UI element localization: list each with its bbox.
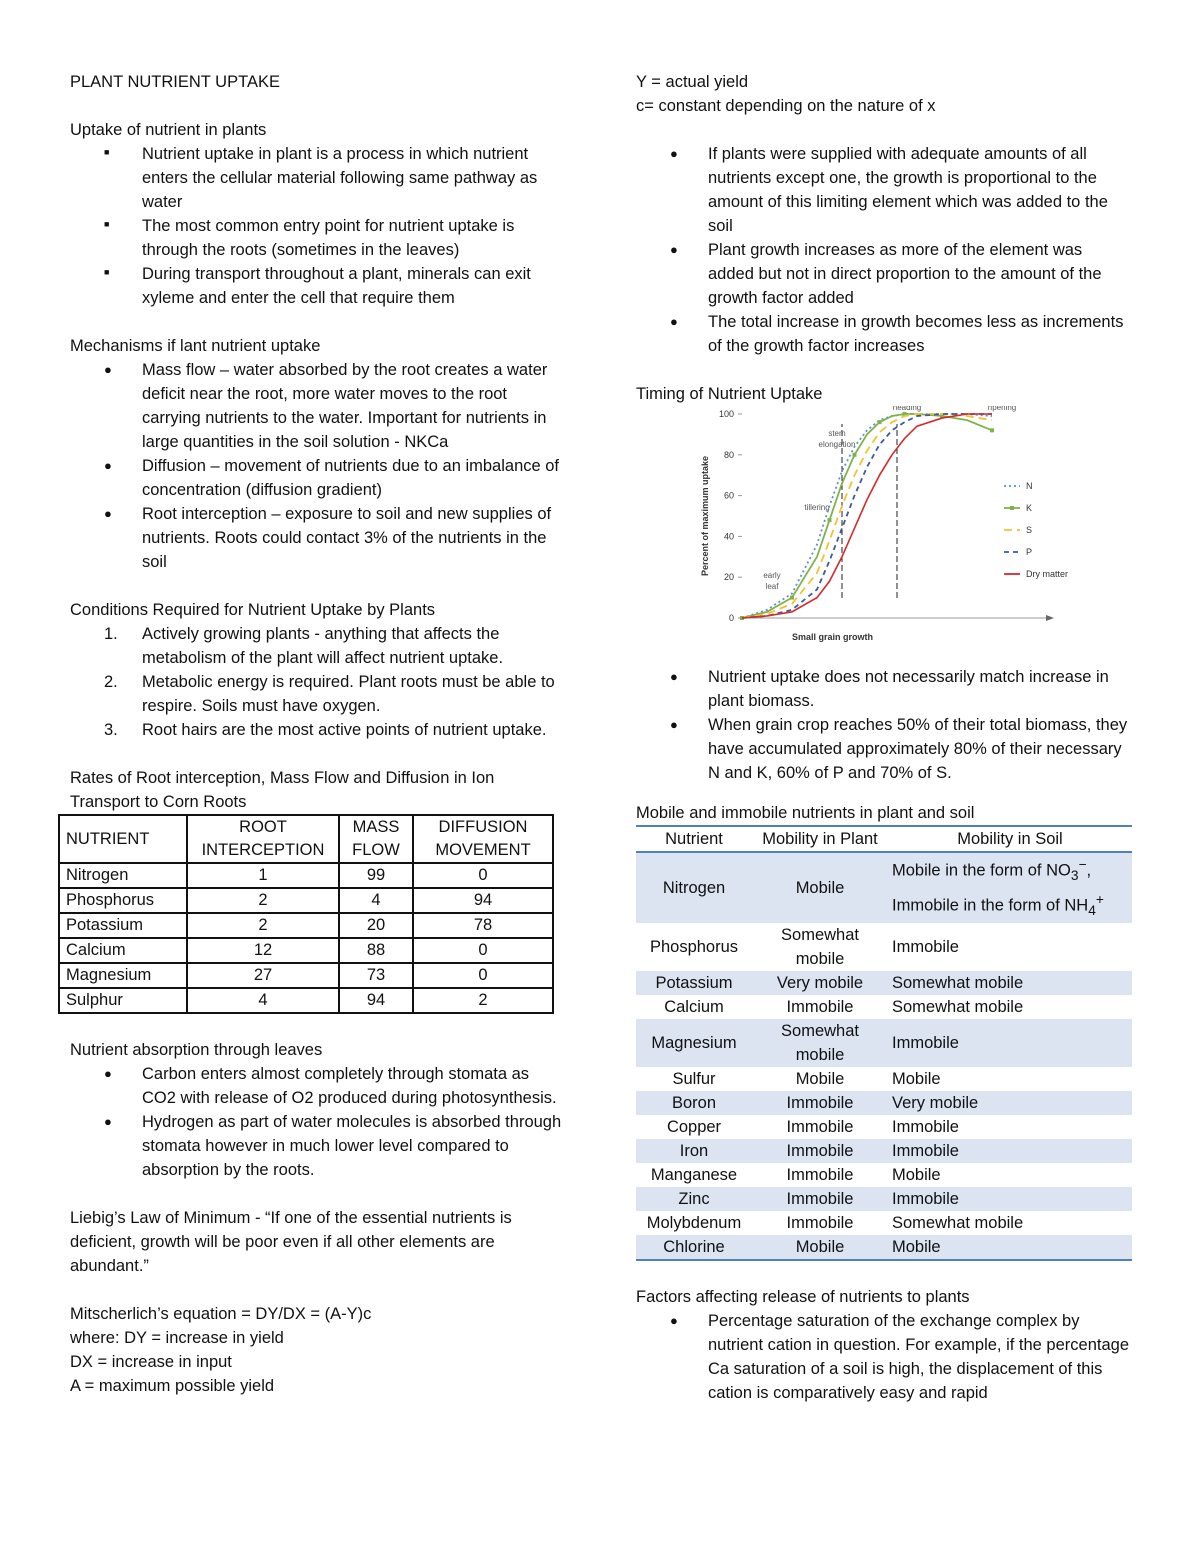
timing-list [636,665,1132,785]
legend-marker [1010,506,1014,510]
table-row [59,863,553,888]
table-cell: Potassium [59,913,187,938]
page-title: PLANT NUTRIENT UPTAKE [70,73,280,91]
list-item: ● Mass flow – water absorbed by the root creates a water deficit near the root, more water moves to the root carrying nutrients to the water. Important for nutrients in large quantities in the soil solution - NKCa [104,361,548,451]
table-row [636,923,1132,971]
series-point [878,420,882,424]
list-item: ■ During transport throughout a plant, minerals can exit xyleme and enter the cell that require them [104,265,531,307]
table-header-row [636,826,1132,852]
column-header: NUTRIENT [59,815,187,863]
table-cell: Iron [636,1139,752,1163]
table-cell: Immobile [892,1117,959,1136]
table-cell: Mobile [752,1235,888,1260]
mitscherlich-line: DX = increase in input [70,1353,232,1371]
law-list [636,142,1132,358]
right-column [636,70,1132,1405]
table-row [636,1115,1132,1139]
table-cell: 0 [413,963,553,988]
table-cell: Very mobile [752,971,888,995]
table-cell: Immobile [888,1139,1132,1163]
table-cell: Very mobile [888,1091,1132,1115]
uptake-list [70,142,565,310]
table-cell: 2 [187,913,339,938]
series-line-dry-matter [742,414,992,618]
table-row [59,913,553,938]
list-item: ■ Nutrient uptake in plant is a process in which nutrient enters the cellular material following same pathway as water [104,145,538,211]
y-axis-label: Percent of maximum uptake [700,455,710,577]
table-cell: Chlorine [636,1235,752,1260]
legend-label: K [1026,503,1033,513]
series-point [828,518,832,522]
list-item: ● When grain crop reaches 50% of their total biomass, they have accumulated approximately 80% of their necessary N and K, 60% of P and 70% of S. [670,716,1128,782]
series-point [853,453,857,457]
table-row [636,1067,1132,1091]
list-item: ● Carbon enters almost completely through stomata as CO2 with release of O2 produced during photosynthesis. [104,1065,557,1107]
mobility-table [636,825,1132,1261]
series-point [790,596,794,600]
column-header: Nutrient [636,826,752,852]
table-row [636,1211,1132,1235]
table-cell: Immobile [752,1091,888,1115]
y-tick-label: 100 [718,409,734,419]
list-item: 2. Metabolic energy is required. Plant roots must be able to respire. Soils must have oxygen. [104,673,555,715]
y-tick-label: 0 [728,613,734,623]
table-row [636,1163,1132,1187]
table-cell: 4 [339,888,413,913]
table-cell: 78 [413,913,553,938]
table-cell: 27 [187,963,339,988]
stage-label: ripening [987,406,1017,412]
table-cell: 88 [339,938,413,963]
table-cell: Calcium [59,938,187,963]
mobile-heading: Mobile and immobile nutrients in plant and soil [636,804,975,822]
list-item: ● Hydrogen as part of water molecules is absorbed through stomata however in much lower level compared to absorption by the roots. [104,1113,562,1179]
stage-label: early leaf [763,571,781,591]
list-item: ● Percentage saturation of the exchange complex by nutrient cation in question. For example, if the percentage Ca saturation of a soil is high, the displacement of this cation is comparatively easy and rapid [670,1311,1129,1402]
stage-label: heading [892,406,922,412]
table-cell: 0 [413,863,553,888]
stage-label: stem elongation [818,429,856,449]
y-tick-label: 60 [723,490,734,501]
table-cell: Zinc [636,1187,752,1211]
left-column [66,70,565,1398]
table-cell: 12 [187,938,339,963]
series-line-s [742,414,992,618]
legend-label: S [1026,525,1033,535]
table-cell: Mobile [892,1165,941,1184]
list-item: ■ The most common entry point for nutrient uptake is through the roots (sometimes in the leaves) [104,217,515,259]
table-cell: 73 [339,963,413,988]
table-row [636,971,1132,995]
mechanisms-list [70,358,565,574]
table-cell: Somewhat mobile [888,971,1132,995]
table-cell: 0 [413,938,553,963]
column-header: Mobility in Plant [752,826,888,852]
mitscherlich-line: Mitscherlich’s equation = DY/DX = (A-Y)c [70,1305,372,1323]
table-row [636,852,1132,923]
mitscherlich-line: where: DY = increase in yield [70,1329,284,1347]
table-cell: Somewhat mobile [892,1213,1024,1232]
table-cell: Calcium [664,997,724,1016]
list-item: ● Root interception – exposure to soil and new supplies of nutrients. Roots could contact 3% of the nutrients in the soil [104,505,552,571]
table-cell: 4 [187,988,339,1013]
rates-table [58,814,554,1014]
table-row [59,963,553,988]
list-item: ● The total increase in growth becomes less as increments of the growth factor increases [670,313,1124,355]
table-cell: Nitrogen [636,852,752,923]
table-cell: Sulfur [672,1069,716,1088]
table-cell: 2 [413,988,553,1013]
table-cell: Mobile [752,852,888,923]
table-row [636,1019,1132,1067]
table-cell: Immobile [888,1019,1132,1067]
table-row [59,988,553,1013]
table-cell: Phosphorus [649,937,739,956]
table-cell: Mobile [795,1069,845,1088]
table-cell: Somewhat mobile [781,925,859,968]
table-cell: Immobile [888,1187,1132,1211]
table-cell: 99 [339,863,413,888]
table-cell: Sulphur [59,988,187,1013]
table-cell: Mobile in the form of $NO_3^-$, Immobile in the form of $NH_4^+$ [888,852,1132,923]
table-cell: Mobile [892,1069,941,1088]
table-cell: Nitrogen [59,863,187,888]
table-cell: Somewhat mobile [892,997,1024,1016]
factors-list [636,1309,1132,1405]
timing-heading: Timing of Nutrient Uptake [636,385,823,403]
y-tick-label: 80 [723,449,734,460]
uptake-chart [696,406,1132,665]
table-cell: Immobile [752,1139,888,1163]
table-row [59,888,553,913]
table-cell: Immobile [752,1187,888,1211]
table-cell: Potassium [636,971,752,995]
conditions-list [70,622,565,742]
table-cell: 94 [413,888,553,913]
stage-label: tillering [804,503,830,512]
equation-line: c= constant depending on the nature of x [636,97,936,115]
table-cell: Manganese [650,1165,738,1184]
mitscherlich-line: A = maximum possible yield [70,1377,275,1395]
list-item: ● Plant growth increases as more of the element was added but not in direct proportion to the amount of the growth factor added [670,241,1102,307]
table-cell: Immobile [786,1165,854,1184]
equation-line: Y = actual yield [636,73,749,91]
list-item: 1. Actively growing plants - anything that affects the metabolism of the plant will affect nutrient uptake. [104,625,504,667]
y-tick-label: 40 [723,531,734,542]
mechanisms-heading: Mechanisms if lant nutrient uptake [70,337,321,355]
factors-heading: Factors affecting release of nutrients to plants [636,1287,970,1306]
leaves-list [70,1062,565,1182]
table-cell: Molybdenum [646,1213,742,1232]
table-cell: Magnesium [636,1019,752,1067]
rates-heading: Rates of Root interception, Mass Flow and Diffusion in Ion Transport to Corn Roots [70,769,495,811]
list-item: ● If plants were supplied with adequate amounts of all nutrients except one, the growth is proportional to the amount of this limiting element which was added to the soil [670,145,1108,235]
list-item: ● Diffusion – movement of nutrients due to an imbalance of concentration (diffusion gradient) [104,457,560,499]
conditions-heading: Conditions Required for Nutrient Uptake by Plants [70,601,436,619]
table-cell: 2 [187,888,339,913]
column-header: DIFFUSION MOVEMENT [413,815,553,863]
y-tick-label: 20 [723,572,734,583]
table-cell: Immobile [786,997,854,1016]
legend-label: Dry matter [1026,569,1069,579]
column-header: MASS FLOW [339,815,413,863]
uptake-heading: Uptake of nutrient in plants [70,121,267,139]
table-cell: Immobile [786,1213,854,1232]
table-cell: 1 [187,863,339,888]
liebig-law: Liebig’s Law of Minimum - “If one of the essential nutrients is deficient, growth will be poor even if all other elements are abundant.” [70,1209,512,1275]
table-row [636,995,1132,1019]
series-line-p [742,414,992,618]
table-cell: Copper [666,1117,722,1136]
table-cell: Phosphorus [59,888,187,913]
table-cell: Somewhat mobile [752,1019,888,1067]
list-item: 3. Root hairs are the most active points of nutrient uptake. [104,721,547,739]
table-cell: 20 [339,913,413,938]
uptake-chart-svg [696,406,1076,658]
table-cell: Immobile [786,1117,854,1136]
x-axis-label: Small grain growth [792,632,874,642]
table-row [636,1139,1132,1163]
series-line-n [742,414,992,618]
x-axis-arrow-icon [1046,615,1054,621]
table-cell: Mobile [888,1235,1132,1260]
column-header: Mobility in Soil [888,826,1132,852]
series-line-k [742,414,992,618]
table-row [59,938,553,963]
series-point [990,428,994,432]
legend-label: P [1026,547,1033,557]
table-cell: Magnesium [59,963,187,988]
table-cell: 94 [339,988,413,1013]
table-row [636,1091,1132,1115]
leaves-heading: Nutrient absorption through leaves [70,1041,323,1059]
table-row [636,1187,1132,1211]
table-cell: Immobile [892,937,959,956]
table-cell: Boron [636,1091,752,1115]
table-header-row [59,815,553,863]
column-header: ROOT INTERCEPTION [187,815,339,863]
list-item: ● Nutrient uptake does not necessarily match increase in plant biomass. [670,668,1109,710]
legend-label: N [1026,481,1033,491]
table-row [636,1235,1132,1260]
